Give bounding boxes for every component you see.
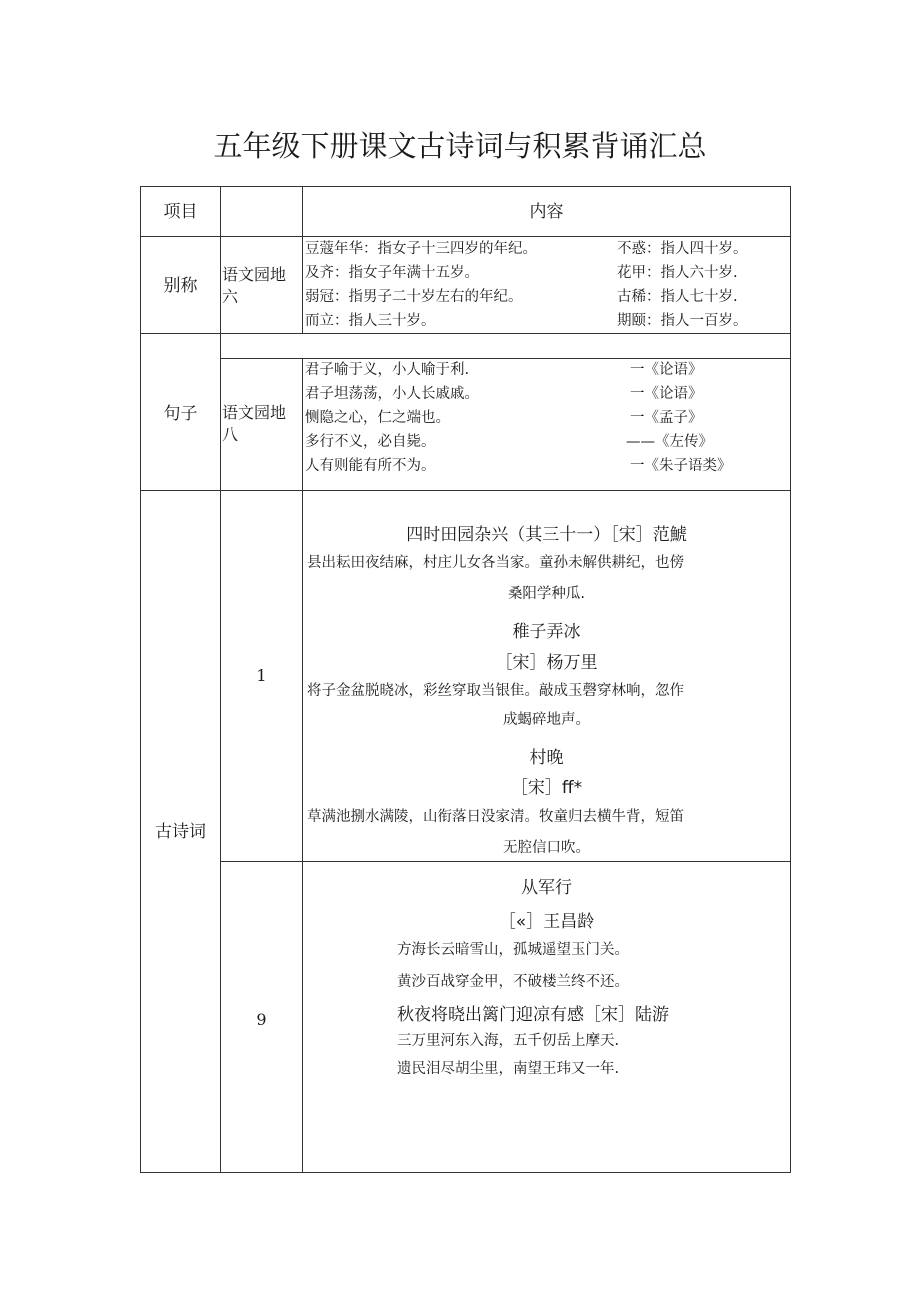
sentence-cite-2: 一《论语》 — [630, 386, 703, 402]
poem-1-title: 四时田园杂兴（其三十一）［宋］范鯱 — [406, 525, 687, 545]
sentence-cite-3: 一《孟子》 — [630, 410, 703, 426]
nickname-left-2: 及齐：指女子年满十五岁。 — [305, 265, 479, 281]
poem-4-author: ［«］王昌龄 — [498, 912, 595, 932]
nickname-right-3: 古稀：指人七十岁. — [617, 289, 738, 305]
page-title: 五年级下册课文古诗词与积累背诵汇总 — [213, 129, 707, 163]
poem-5-line-1: 三万里河东入海，五千仞岳上摩天. — [397, 1033, 620, 1049]
sentence-cite-1: 一《论语》 — [630, 362, 703, 378]
nickname-left-3: 弱冠：指男子二十岁左右的年纪。 — [305, 289, 523, 305]
poem-3-line-1: 草满池捌水满陵，山衔落日没家清。牧童归去横牛背，短笛 — [307, 809, 684, 825]
nickname-source-line1: 语文园地 — [222, 265, 287, 284]
sentence-text-3: 恻隐之心，仁之端也。 — [305, 410, 450, 426]
row-divider-nickname — [140, 333, 791, 334]
poem-group-2-number: 9 — [256, 1010, 267, 1029]
header-item-label: 项目 — [163, 202, 198, 222]
nickname-right-4: 期颐：指人一百岁。 — [617, 313, 748, 329]
poem-5-line-2: 遗民泪尽胡尘里，南望王玮又一年. — [397, 1061, 620, 1077]
sentence-text-1: 君子喻于义，小人喻于利. — [305, 362, 470, 378]
sentences-source — [222, 402, 302, 446]
header-content-label: 内容 — [529, 202, 564, 222]
nickname-left-1: 豆蔻年华：指女子十三四岁的年纪。 — [305, 241, 537, 257]
poem-1-line-1: 县出耘田夜结麻，村庄儿女各当家。童孙未解供耕纪，也傍 — [307, 555, 684, 571]
poem-1-line-2: 桑阳学种瓜. — [507, 586, 586, 602]
sentences-source-line2: 八 — [222, 425, 239, 444]
row-divider-sentences — [140, 490, 791, 491]
nickname-source — [222, 264, 302, 308]
nickname-source-line2: 六 — [222, 287, 239, 306]
sentence-text-4: 多行不义，必自毙。 — [305, 434, 436, 450]
poem-2-author: ［宋］杨万里 — [495, 653, 598, 673]
poem-group-1-number: 1 — [256, 666, 267, 685]
poem-3-author: ［宋］ff* — [510, 778, 583, 798]
nickname-right-1: 不惑：指人四十岁。 — [617, 241, 748, 257]
poem-2-line-2: 成蝎碎地声。 — [503, 712, 590, 728]
poem-3-title: 村晚 — [529, 748, 564, 768]
table-border-bottom — [140, 1172, 791, 1173]
poem-4-title: 从军行 — [521, 878, 572, 898]
poem-2-line-1: 将子金盆脱晓冰，彩丝穿取当银隹。敲成玉磬穿林响，忽作 — [307, 683, 684, 699]
poem-5-title: 秋夜将晓出篱门迎凉有感［宋］陆游 — [397, 1005, 669, 1025]
sentences-label: 句子 — [163, 404, 198, 424]
nickname-right-2: 花甲：指人六十岁. — [617, 265, 738, 281]
nickname-left-4: 而立：指人三十岁。 — [305, 313, 436, 329]
poem-4-line-1: 方海长云暗雪山，孤城遥望玉门关。 — [397, 942, 629, 958]
poems-label: 古诗词 — [155, 822, 206, 842]
sentence-cite-5: 一《朱子语类》 — [630, 458, 732, 474]
sentence-text-2: 君子坦荡荡，小人长戚戚。 — [305, 386, 479, 402]
table-border-top — [140, 186, 791, 187]
table-border-right — [790, 186, 791, 1173]
poem-4-line-2: 黄沙百战穿金甲，不破楼兰终不还。 — [397, 974, 629, 990]
sentence-cite-4: ——《左传》 — [626, 434, 713, 450]
nickname-label: 别称 — [163, 276, 198, 296]
poem-2-title: 稚子弄冰 — [512, 622, 581, 642]
sentences-source-line1: 语文园地 — [222, 403, 287, 422]
row-divider-poem-groups — [220, 861, 791, 862]
poem-3-line-2: 无腔信口吹。 — [503, 840, 590, 856]
table-border-left — [140, 186, 141, 1173]
sentence-text-5: 人有则能有所不为。 — [305, 458, 436, 474]
